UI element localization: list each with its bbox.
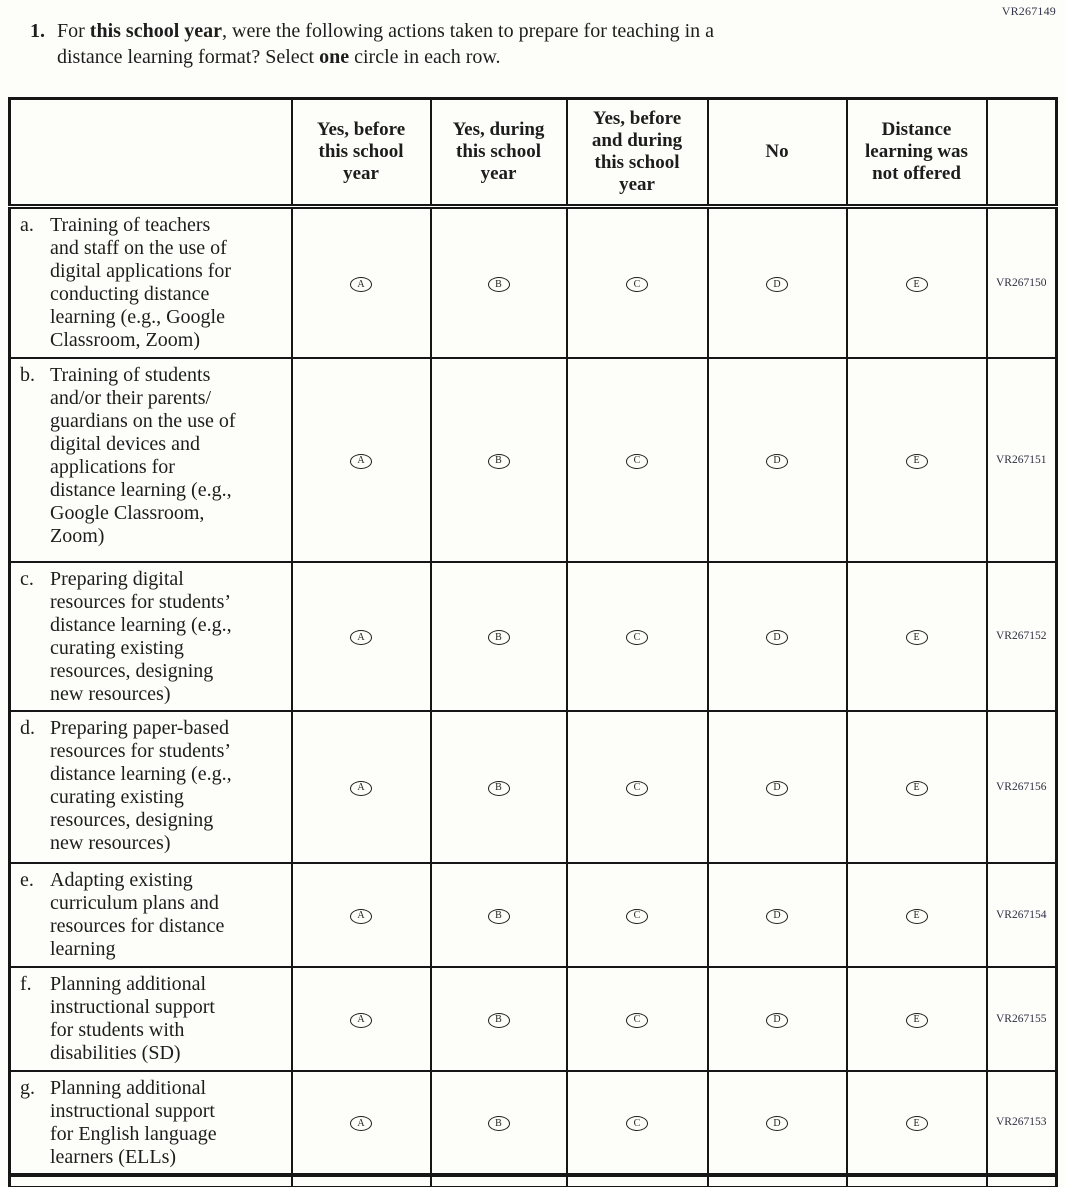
option-letter: B (495, 1119, 502, 1129)
option-bubble-A[interactable] (350, 630, 372, 645)
option-letter: E (913, 1119, 919, 1129)
table-row-d (10, 711, 1057, 863)
option-letter: C (634, 783, 641, 793)
column-header-row-label (10, 99, 292, 207)
option-bubble-C[interactable] (626, 1116, 648, 1131)
option-letter: D (773, 1119, 780, 1129)
option-letter: C (634, 280, 641, 290)
option-letter: A (357, 783, 364, 793)
option-letter: B (495, 783, 502, 793)
option-cell-A (292, 967, 431, 1071)
option-letter: E (913, 1015, 919, 1025)
option-bubble-B[interactable] (488, 277, 510, 292)
option-cell-E (847, 1071, 987, 1175)
option-bubble-D[interactable] (766, 630, 788, 645)
option-cell-D (708, 207, 847, 358)
option-letter: D (773, 911, 780, 921)
row-text: Adapting existing curriculum plans and resources for distance learning (50, 869, 224, 960)
option-bubble-A[interactable] (350, 781, 372, 796)
option-cell-B (431, 358, 567, 562)
row-letter: e. (20, 869, 34, 892)
option-bubble-B[interactable] (488, 1116, 510, 1131)
option-cell-C (567, 358, 708, 562)
option-bubble-E[interactable] (906, 781, 928, 796)
row-label-cell (10, 358, 292, 562)
option-cell-E (847, 358, 987, 562)
option-letter: A (357, 1015, 364, 1025)
stub-cell (10, 1175, 292, 1187)
option-letter: C (634, 456, 641, 466)
option-letter: E (913, 456, 919, 466)
stub-cell (292, 1175, 431, 1187)
option-letter: A (357, 456, 364, 466)
option-letter: B (495, 280, 502, 290)
page-code: VR267149 (1002, 4, 1056, 19)
option-bubble-B[interactable] (488, 781, 510, 796)
option-letter: C (634, 633, 641, 643)
row-code: VR267152 (987, 562, 1057, 711)
option-letter: A (357, 280, 364, 290)
row-label-cell (10, 711, 292, 863)
option-cell-C (567, 863, 708, 967)
option-cell-C (567, 1071, 708, 1175)
row-label-cell (10, 562, 292, 711)
option-letter: C (634, 1119, 641, 1129)
row-code: VR267155 (987, 967, 1057, 1071)
question-1 (30, 18, 910, 70)
option-bubble-A[interactable] (350, 1116, 372, 1131)
option-cell-B (431, 1071, 567, 1175)
table-row-b (10, 358, 1057, 562)
option-cell-C (567, 207, 708, 358)
option-cell-D (708, 863, 847, 967)
option-bubble-C[interactable] (626, 454, 648, 469)
option-cell-D (708, 1071, 847, 1175)
option-cell-B (431, 863, 567, 967)
option-bubble-B[interactable] (488, 1013, 510, 1028)
column-header-code (987, 99, 1057, 207)
row-code: VR267154 (987, 863, 1057, 967)
option-letter: D (773, 456, 780, 466)
stub-cell (567, 1175, 708, 1187)
option-letter: A (357, 1119, 364, 1129)
option-letter: C (634, 911, 641, 921)
column-header-yes-during: Yes, during this school year (431, 99, 567, 207)
option-bubble-E[interactable] (906, 630, 928, 645)
option-bubble-E[interactable] (906, 1116, 928, 1131)
option-bubble-C[interactable] (626, 909, 648, 924)
row-code: VR267156 (987, 711, 1057, 863)
option-cell-B (431, 562, 567, 711)
option-bubble-E[interactable] (906, 454, 928, 469)
row-code: VR267153 (987, 1071, 1057, 1175)
row-text: Training of students and/or their parents/ guardians on the use of digital devices and applications for distance learning (e.g., Google Classroom, Zoom) (50, 364, 236, 547)
option-cell-E (847, 967, 987, 1071)
option-bubble-D[interactable] (766, 1013, 788, 1028)
option-cell-A (292, 562, 431, 711)
row-letter: c. (20, 568, 34, 591)
option-bubble-A[interactable] (350, 1013, 372, 1028)
option-letter: B (495, 456, 502, 466)
option-letter: D (773, 280, 780, 290)
option-bubble-A[interactable] (350, 909, 372, 924)
option-bubble-D[interactable] (766, 781, 788, 796)
table-row-g (10, 1071, 1057, 1175)
option-cell-B (431, 207, 567, 358)
stub-cell (431, 1175, 567, 1187)
stub-cell (708, 1175, 847, 1187)
stub-cell (987, 1175, 1057, 1187)
option-letter: D (773, 1015, 780, 1025)
row-label-cell (10, 863, 292, 967)
option-bubble-E[interactable] (906, 277, 928, 292)
row-text: Planning additional instructional support for students with disabilities (SD) (50, 973, 215, 1064)
table-row-e (10, 863, 1057, 967)
option-bubble-B[interactable] (488, 454, 510, 469)
option-cell-E (847, 711, 987, 863)
option-cell-D (708, 967, 847, 1071)
table-row-a (10, 207, 1057, 358)
row-text: Preparing digital resources for students’ distance learning (e.g., curating existing resources, designing new resources) (50, 568, 232, 705)
stub-cell (847, 1175, 987, 1187)
option-letter: E (913, 911, 919, 921)
option-bubble-D[interactable] (766, 909, 788, 924)
option-cell-A (292, 1071, 431, 1175)
row-letter: d. (20, 717, 35, 740)
row-label-cell (10, 967, 292, 1071)
row-letter: f. (20, 973, 32, 996)
option-cell-B (431, 711, 567, 863)
option-letter: A (357, 911, 364, 921)
option-cell-D (708, 711, 847, 863)
question-number: 1. (30, 18, 45, 44)
option-bubble-D[interactable] (766, 454, 788, 469)
column-header-distance-learning-not-offered: Distance learning was not offered (847, 99, 987, 207)
option-cell-B (431, 967, 567, 1071)
table-row-f (10, 967, 1057, 1071)
header-row (10, 99, 1057, 207)
option-bubble-C[interactable] (626, 277, 648, 292)
option-cell-A (292, 358, 431, 562)
response-grid-container (8, 97, 1061, 1187)
option-letter: A (357, 633, 364, 643)
row-text: Preparing paper-based resources for students’ distance learning (e.g., curating existing resources, designing new resources) (50, 717, 232, 854)
column-header-yes-before: Yes, before this school year (292, 99, 431, 207)
option-cell-A (292, 207, 431, 358)
option-letter: E (913, 783, 919, 793)
option-cell-E (847, 562, 987, 711)
next-row-stub (10, 1175, 1057, 1187)
option-bubble-D[interactable] (766, 1116, 788, 1131)
column-header-yes-before-and-during: Yes, before and during this school year (567, 99, 708, 207)
row-text: Training of teachers and staff on the use of digital applications for conducting distance learning (e.g., Google Classroom, Zoom) (50, 214, 231, 351)
row-code: VR267150 (987, 207, 1057, 358)
option-letter: D (773, 783, 780, 793)
option-letter: B (495, 633, 502, 643)
option-bubble-B[interactable] (488, 630, 510, 645)
table-row-c (10, 562, 1057, 711)
column-header-no: No (708, 99, 847, 207)
option-bubble-C[interactable] (626, 1013, 648, 1028)
option-letter: E (913, 633, 919, 643)
row-label-cell (10, 1071, 292, 1175)
option-cell-C (567, 562, 708, 711)
option-cell-D (708, 562, 847, 711)
option-cell-C (567, 711, 708, 863)
option-bubble-A[interactable] (350, 454, 372, 469)
option-bubble-B[interactable] (488, 909, 510, 924)
row-label-cell (10, 207, 292, 358)
option-bubble-E[interactable] (906, 909, 928, 924)
option-bubble-D[interactable] (766, 277, 788, 292)
option-bubble-E[interactable] (906, 1013, 928, 1028)
option-letter: C (634, 1015, 641, 1025)
row-letter: g. (20, 1077, 35, 1100)
question-text: For this school year, were the following actions taken to prepare for teaching in a distance learning format? Select one circle in each row. (57, 18, 910, 70)
option-cell-A (292, 711, 431, 863)
option-cell-E (847, 207, 987, 358)
option-cell-A (292, 863, 431, 967)
option-cell-C (567, 967, 708, 1071)
row-letter: b. (20, 364, 35, 387)
option-letter: B (495, 1015, 502, 1025)
option-letter: B (495, 911, 502, 921)
option-cell-E (847, 863, 987, 967)
option-bubble-A[interactable] (350, 277, 372, 292)
option-cell-D (708, 358, 847, 562)
row-code: VR267151 (987, 358, 1057, 562)
row-text: Planning additional instructional support for English language learners (ELLs) (50, 1077, 217, 1168)
response-grid (8, 97, 1058, 1187)
option-letter: E (913, 280, 919, 290)
option-bubble-C[interactable] (626, 781, 648, 796)
row-letter: a. (20, 214, 34, 237)
option-letter: D (773, 633, 780, 643)
option-bubble-C[interactable] (626, 630, 648, 645)
